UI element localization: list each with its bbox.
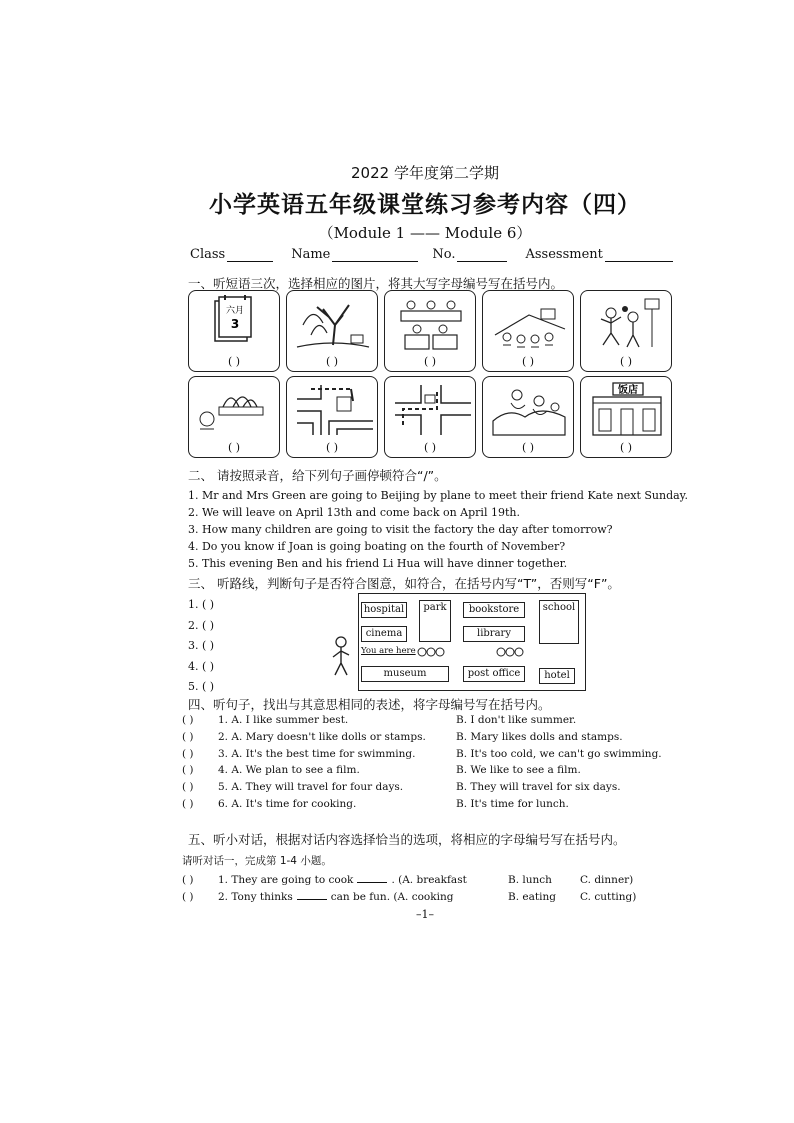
map-park: park <box>419 600 451 642</box>
person-icon <box>330 635 352 677</box>
answer-paren[interactable]: ( ) <box>182 874 194 886</box>
picture-route-map-1 <box>286 376 378 458</box>
true-false-list <box>188 595 214 698</box>
map-cinema: cinema <box>361 626 407 642</box>
option-a: 2. A. Mary doesn't like dolls or stamps. <box>218 730 426 743</box>
answer-paren[interactable]: ( ) <box>521 355 535 368</box>
playground-icon <box>489 295 569 353</box>
route-map-icon <box>391 381 471 439</box>
dialogue-intro: 请听对话一，完成第 1-4 小题。 <box>182 855 332 867</box>
option-a: 4. A. We plan to see a film. <box>218 764 360 777</box>
answer-paren[interactable]: ( ) <box>619 355 633 368</box>
option-a: 5. A. They will travel for four days. <box>218 781 404 794</box>
tf-item[interactable]: 5. ( ) <box>188 680 215 693</box>
section3-heading: 三、 听路线，判断句子是否符合图意，如符合，在括号内写“T”，否则写“F”。 <box>188 576 620 591</box>
basketball-players-icon <box>587 295 667 353</box>
question-stem: 1. They are going to cook . (A. breakfast <box>218 874 467 886</box>
number-field <box>432 247 507 262</box>
class-label: Class <box>190 247 226 262</box>
calendar-icon <box>195 295 275 353</box>
option-b: B. lunch <box>508 874 552 886</box>
fill-blank[interactable] <box>357 873 387 883</box>
classroom-icon <box>391 295 471 353</box>
assessment-blank[interactable] <box>605 250 673 262</box>
option-c: C. cutting) <box>580 890 637 903</box>
list-item <box>182 889 690 906</box>
page-title: 小学英语五年级课堂练习参考内容（四） <box>209 192 641 218</box>
term-label: 2022 学年度第二学期 <box>351 164 499 182</box>
option-b: B. They will travel for six days. <box>456 781 621 794</box>
dialogue-questions <box>182 872 690 906</box>
name-label: Name <box>291 247 331 262</box>
list-item <box>182 746 690 763</box>
list-item <box>182 779 690 796</box>
option-b: B. eating <box>508 890 556 903</box>
option-b: B. Mary likes dolls and stamps. <box>456 730 623 743</box>
answer-paren[interactable]: ( ) <box>619 441 633 454</box>
calendar-day: 3 <box>230 317 240 331</box>
answer-paren[interactable]: ( ) <box>182 730 194 743</box>
map-school: school <box>539 600 579 644</box>
map-hospital: hospital <box>361 602 407 618</box>
picture-picnic <box>482 376 574 458</box>
number-blank[interactable] <box>457 250 507 262</box>
name-field <box>291 247 418 262</box>
answer-paren[interactable]: ( ) <box>325 355 339 368</box>
fill-blank[interactable] <box>297 890 327 900</box>
picture-restaurant <box>580 376 672 458</box>
list-item <box>182 762 690 779</box>
answer-paren[interactable]: ( ) <box>182 714 194 726</box>
option-b: B. It's too cold, we can't go swimming. <box>456 747 662 760</box>
answer-paren[interactable]: ( ) <box>423 441 437 454</box>
picture-opera-house <box>188 376 280 458</box>
opera-house-icon <box>195 381 275 439</box>
answer-paren[interactable]: ( ) <box>227 355 241 368</box>
assessment-label: Assessment <box>525 247 603 262</box>
student-info-fields <box>190 247 670 262</box>
picture-grid <box>188 290 674 458</box>
option-a: 1. A. I like summer best. <box>218 714 349 726</box>
restaurant-icon <box>587 381 667 439</box>
calendar-month: 六月 <box>225 306 245 316</box>
map-post-office: post office <box>463 666 525 682</box>
section2-heading: 二、 请按照录音，给下列句子画停顿符合“/”。 <box>188 468 447 483</box>
sentence-item: 4. Do you know if Joan is going boating on the fourth of November? <box>188 540 566 553</box>
sentence-item: 2. We will leave on April 13th and come back on April 19th. <box>188 506 520 519</box>
shop-sign: 饭店 <box>618 385 638 396</box>
map-you-are-here: You are here <box>361 646 416 656</box>
question-stem: 2. Tony thinks can be fun. (A. cooking <box>218 890 454 903</box>
sentence-item: 3. How many children are going to visit the factory the day after tomorrow? <box>188 523 613 536</box>
class-field <box>190 247 273 262</box>
map-hotel: hotel <box>539 668 575 684</box>
picture-playground <box>482 290 574 372</box>
map-library: library <box>463 626 525 642</box>
name-blank[interactable] <box>332 250 418 262</box>
answer-paren[interactable]: ( ) <box>423 355 437 368</box>
option-b: B. I don't like summer. <box>456 714 577 726</box>
option-a: 6. A. It's time for cooking. <box>218 797 357 810</box>
answer-paren[interactable]: ( ) <box>182 890 194 903</box>
same-meaning-list <box>182 712 690 813</box>
tf-item[interactable]: 2. ( ) <box>188 618 215 632</box>
option-b: B. We like to see a film. <box>456 764 581 777</box>
picture-tree <box>286 290 378 372</box>
picture-route-map-2 <box>384 376 476 458</box>
sentence-item: 5. This evening Ben and his friend Li Hua will have dinner together. <box>188 557 568 570</box>
picture-calendar <box>188 290 280 372</box>
tree-icon <box>293 295 373 353</box>
tf-item[interactable]: 4. ( ) <box>188 659 215 673</box>
worksheet-page <box>160 150 690 930</box>
answer-paren[interactable]: ( ) <box>182 797 194 810</box>
answer-paren[interactable]: ( ) <box>325 441 339 454</box>
picture-classroom <box>384 290 476 372</box>
answer-paren[interactable]: ( ) <box>521 441 535 454</box>
number-label: No. <box>432 247 456 262</box>
assessment-field <box>525 247 672 262</box>
sentence-item: 1. Mr and Mrs Green are going to Beijing by plane to meet their friend Kate next Sunday. <box>188 489 688 502</box>
section5-heading: 五、听小对话，根据对话内容选择恰当的选项，将相应的字母编号写在括号内。 <box>188 832 626 847</box>
list-item <box>182 796 690 813</box>
map-trees-icon <box>417 646 527 658</box>
module-range: （Module 1 —— Module 6） <box>318 224 532 242</box>
page-number: –1– <box>416 908 434 921</box>
option-a: 3. A. It's the best time for swimming. <box>218 747 416 760</box>
answer-paren[interactable]: ( ) <box>227 441 241 454</box>
option-b: B. It's time for lunch. <box>456 797 569 810</box>
list-item <box>182 872 690 889</box>
list-item <box>182 729 690 746</box>
picnic-family-icon <box>489 381 569 439</box>
tf-item[interactable]: 3. ( ) <box>188 639 215 652</box>
section4-heading: 四、听句子，找出与其意思相同的表述，将字母编号写在括号内。 <box>188 697 551 712</box>
route-map <box>358 593 586 691</box>
map-museum: museum <box>361 666 449 682</box>
map-bookstore: bookstore <box>463 602 525 618</box>
answer-paren[interactable]: ( ) <box>182 781 194 794</box>
route-map-icon <box>293 381 373 439</box>
pause-sentences <box>188 487 688 572</box>
tf-item[interactable]: 1. ( ) <box>188 598 215 611</box>
section1-heading: 一、听短语三次，选择相应的图片，将其大写字母编号写在括号内。 <box>188 276 564 291</box>
list-item <box>182 712 690 729</box>
class-blank[interactable] <box>227 250 273 262</box>
answer-paren[interactable]: ( ) <box>182 764 194 777</box>
answer-paren[interactable]: ( ) <box>182 747 194 760</box>
option-c: C. dinner) <box>580 874 634 886</box>
picture-basketball <box>580 290 672 372</box>
